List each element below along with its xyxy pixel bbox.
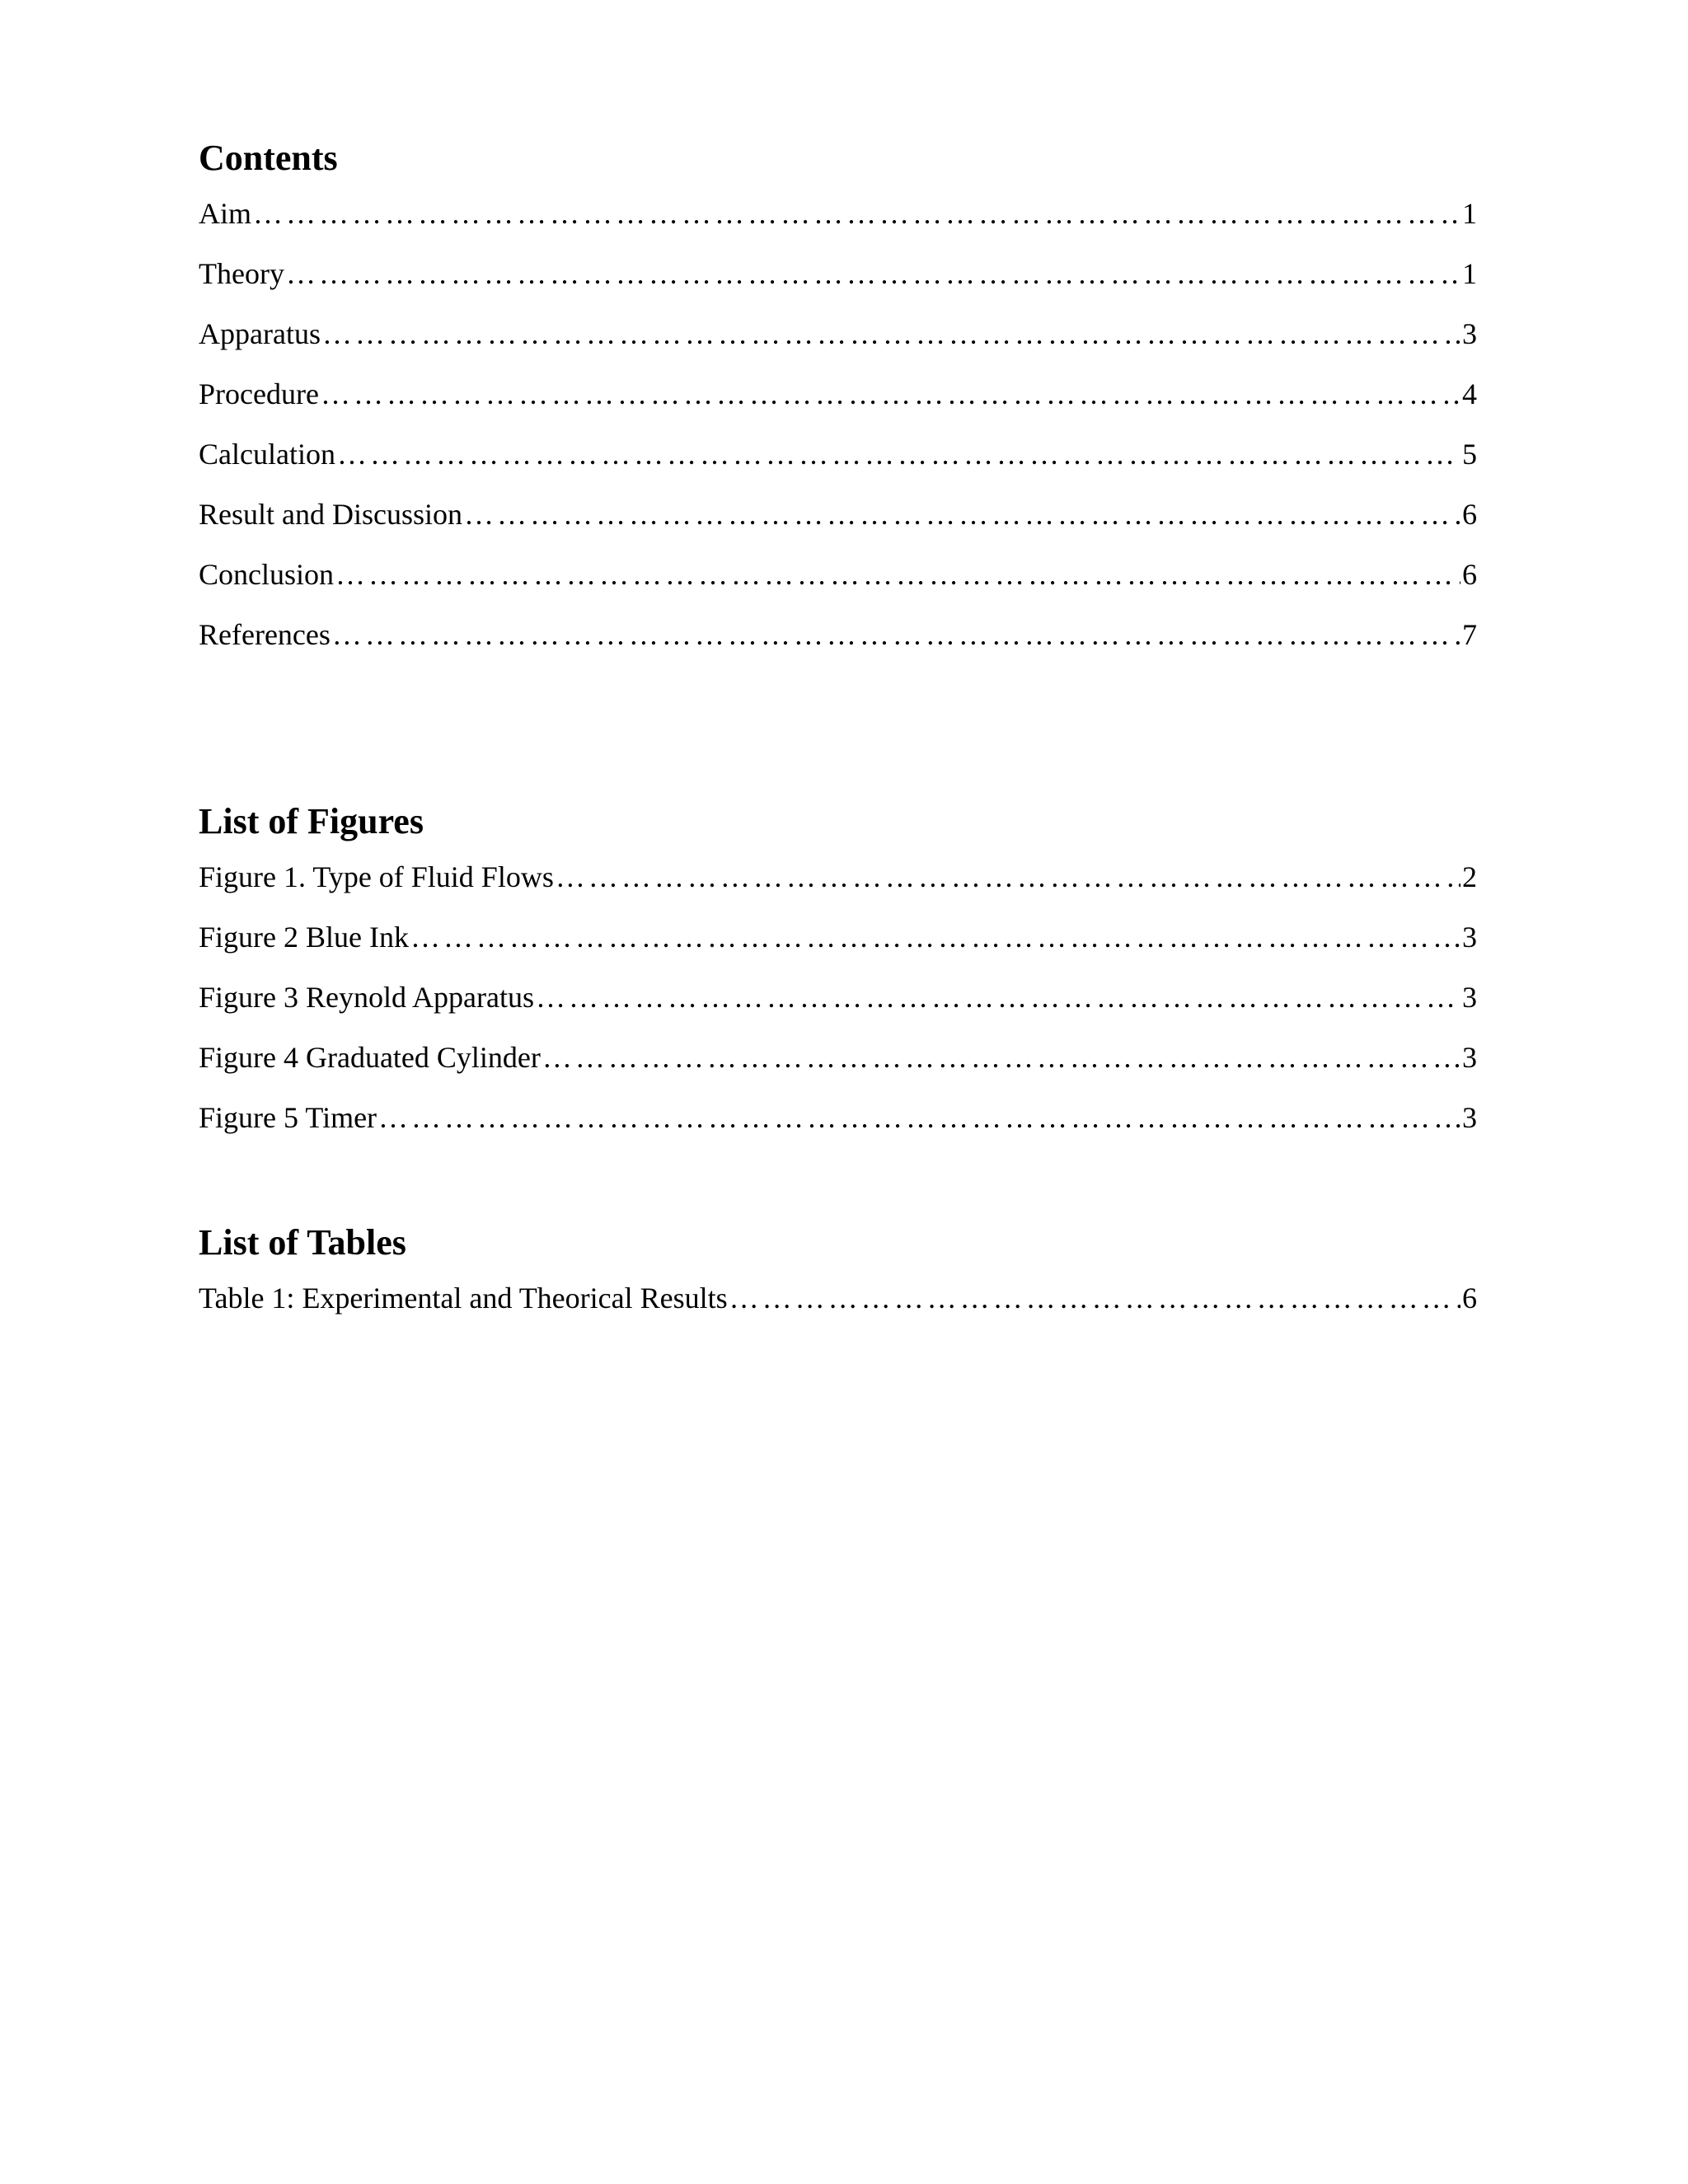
dot-leader <box>253 195 1461 232</box>
toc-entry-references[interactable] <box>199 616 1477 677</box>
toc-label: Figure 5 Timer <box>199 1101 377 1134</box>
toc-label: Procedure <box>199 377 319 410</box>
toc-entry-theory[interactable] <box>199 255 1477 316</box>
dot-leader <box>332 616 1461 653</box>
toc-label: Figure 1. Type of Fluid Flows <box>199 860 554 893</box>
toc-entry-result-and-discussion[interactable] <box>199 496 1477 556</box>
contents-heading: Contents <box>199 138 338 178</box>
toc-page-number: 4 <box>1462 377 1477 410</box>
toc-page-number: 5 <box>1462 438 1477 471</box>
tables-heading: List of Tables <box>199 1222 406 1263</box>
dot-leader <box>464 496 1461 532</box>
figures-heading: List of Figures <box>199 801 424 841</box>
figures-section <box>199 801 1477 1160</box>
contents-list <box>199 195 1477 677</box>
dot-leader <box>321 376 1461 412</box>
toc-label: Figure 3 Reynold Apparatus <box>199 981 534 1014</box>
toc-entry-aim[interactable] <box>199 195 1477 255</box>
toc-page-number: 6 <box>1462 558 1477 591</box>
toc-page-number: 2 <box>1462 860 1477 893</box>
dot-leader <box>729 1280 1461 1316</box>
dot-leader <box>542 1039 1461 1076</box>
toc-label: Figure 4 Graduated Cylinder <box>199 1041 541 1074</box>
table-entry-1[interactable] <box>199 1280 1477 1340</box>
toc-page-number: 1 <box>1462 257 1477 290</box>
dot-leader <box>335 556 1461 593</box>
toc-page-number: 1 <box>1462 197 1477 230</box>
toc-label: Apparatus <box>199 317 321 350</box>
toc-label: Result and Discussion <box>199 498 462 531</box>
toc-label: Theory <box>199 257 284 290</box>
toc-label: Table 1: Experimental and Theorical Results <box>199 1282 728 1315</box>
toc-page-number: 3 <box>1462 317 1477 350</box>
toc-entry-conclusion[interactable] <box>199 556 1477 616</box>
figure-entry-4[interactable] <box>199 1039 1477 1099</box>
contents-section <box>199 138 1477 677</box>
figures-list <box>199 859 1477 1160</box>
figure-entry-5[interactable] <box>199 1099 1477 1160</box>
toc-page-number: 7 <box>1462 618 1477 651</box>
toc-page-number: 3 <box>1462 1041 1477 1074</box>
tables-list <box>199 1280 1477 1340</box>
toc-page-number: 6 <box>1462 1282 1477 1315</box>
toc-entry-apparatus[interactable] <box>199 316 1477 376</box>
dot-leader <box>378 1099 1461 1136</box>
toc-page-number: 6 <box>1462 498 1477 531</box>
toc-entry-calculation[interactable] <box>199 436 1477 496</box>
toc-page-number: 3 <box>1462 981 1477 1014</box>
dot-leader <box>536 979 1461 1015</box>
toc-label: Calculation <box>199 438 335 471</box>
tables-section <box>199 1222 1477 1340</box>
dot-leader <box>556 859 1461 895</box>
toc-page-number: 3 <box>1462 921 1477 954</box>
toc-entry-procedure[interactable] <box>199 376 1477 436</box>
toc-label: References <box>199 618 331 651</box>
toc-label: Figure 2 Blue Ink <box>199 921 409 954</box>
dot-leader <box>322 316 1461 352</box>
figure-entry-3[interactable] <box>199 979 1477 1039</box>
dot-leader <box>410 919 1461 955</box>
toc-label: Conclusion <box>199 558 335 591</box>
dot-leader <box>337 436 1461 472</box>
figure-entry-2[interactable] <box>199 919 1477 979</box>
figure-entry-1[interactable] <box>199 859 1477 919</box>
toc-page-number: 3 <box>1462 1101 1477 1134</box>
dot-leader <box>286 255 1461 292</box>
toc-label: Aim <box>199 197 252 230</box>
